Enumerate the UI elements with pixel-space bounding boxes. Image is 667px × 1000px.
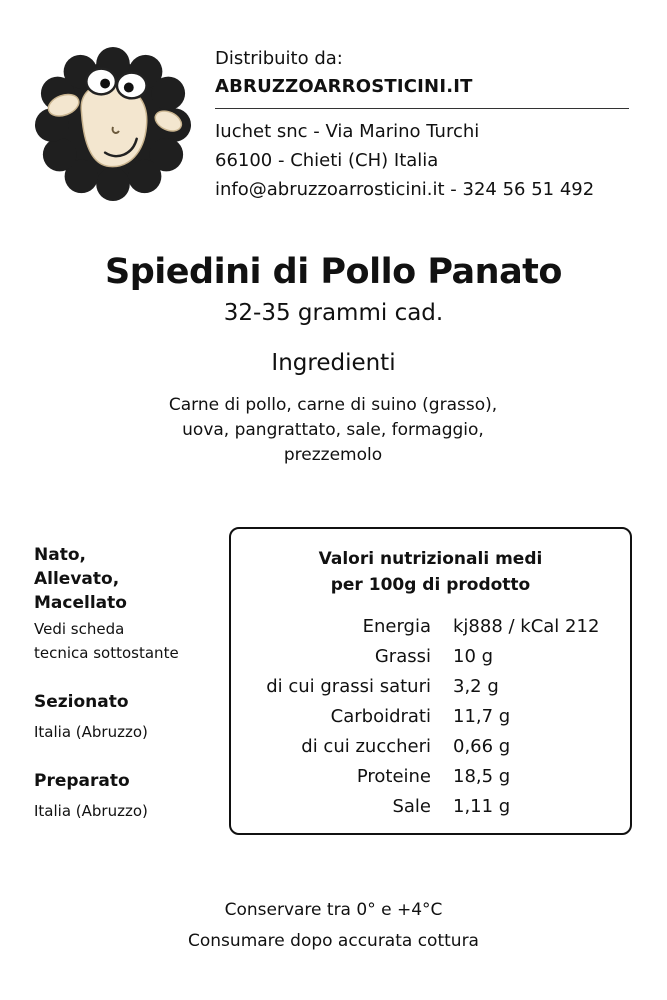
nutrition-value: 10 g: [453, 646, 494, 667]
nutrition-value: 18,5 g: [453, 766, 511, 787]
nutrition-row: [231, 734, 630, 764]
prepared-heading: Preparato: [34, 771, 130, 791]
nutrition-value: 11,7 g: [453, 706, 511, 727]
prepared-text: Italia (Abruzzo): [34, 802, 148, 820]
distributor-brand: ABRUZZOARROSTICINI.IT: [215, 76, 473, 97]
nutrition-title-line: per 100g di prodotto: [330, 575, 531, 595]
origin-heading: Nato,: [34, 545, 86, 565]
nutrition-table: [229, 527, 632, 835]
nutrition-value: 3,2 g: [453, 676, 499, 697]
origin-heading: Allevato,: [34, 569, 120, 589]
product-title: Spiedini di Pollo Panato: [105, 252, 562, 292]
ingredients-line: Carne di pollo, carne di suino (grasso),: [168, 395, 498, 415]
sectioned-text: Italia (Abruzzo): [34, 723, 148, 741]
product-weight: 32-35 grammi cad.: [223, 300, 444, 326]
distributor-divider: [215, 108, 629, 109]
nutrition-label: Grassi: [374, 646, 431, 667]
origin-born-block: [34, 543, 224, 665]
nutrition-label: di cui grassi saturi: [266, 676, 431, 697]
nutrition-row: [231, 764, 630, 794]
origin-heading: Macellato: [34, 593, 127, 613]
distributor-city: 66100 - Chieti (CH) Italia: [215, 150, 439, 171]
origin-text: tecnica sottostante: [34, 644, 179, 662]
nutrition-label: Proteine: [356, 766, 431, 787]
distributor-block: [215, 46, 635, 204]
nutrition-value: kj888 / kCal 212: [453, 616, 600, 637]
nutrition-label: Sale: [392, 796, 431, 817]
nutrition-value: 1,11 g: [453, 796, 511, 817]
nutrition-row: [231, 674, 630, 704]
distributor-label: Distribuito da:: [215, 48, 343, 69]
storage-instruction: Conservare tra 0° e +4°C: [224, 900, 443, 920]
nutrition-rows: [231, 614, 630, 824]
ingredients-line: uova, pangrattato, sale, formaggio,: [182, 420, 484, 440]
nutrition-value: 0,66 g: [453, 736, 511, 757]
origin-sectioned-block: [34, 690, 224, 744]
nutrition-label: di cui zuccheri: [301, 736, 431, 757]
nutrition-title: [231, 546, 630, 598]
nutrition-label: Carboidrati: [330, 706, 431, 727]
nutrition-row: [231, 614, 630, 644]
distributor-company: Iuchet snc - Via Marino Turchi: [215, 121, 480, 142]
ingredients-line: prezzemolo: [283, 445, 383, 465]
nutrition-row: [231, 644, 630, 674]
nutrition-label: Energia: [362, 616, 431, 637]
origin-prepared-block: [34, 769, 224, 823]
ingredients-text: [133, 393, 533, 468]
origin-text: Vedi scheda: [34, 620, 125, 638]
nutrition-row: [231, 704, 630, 734]
nutrition-row: [231, 794, 630, 824]
nutrition-title-line: Valori nutrizionali medi: [318, 549, 543, 569]
cooking-instruction: Consumare dopo accurata cottura: [188, 931, 479, 951]
ingredients-title: Ingredienti: [271, 350, 396, 376]
distributor-contact: info@abruzzoarrosticini.it - 324 56 51 492: [215, 179, 595, 200]
sectioned-heading: Sezionato: [34, 692, 129, 712]
sheep-mascot-icon: [34, 44, 192, 202]
